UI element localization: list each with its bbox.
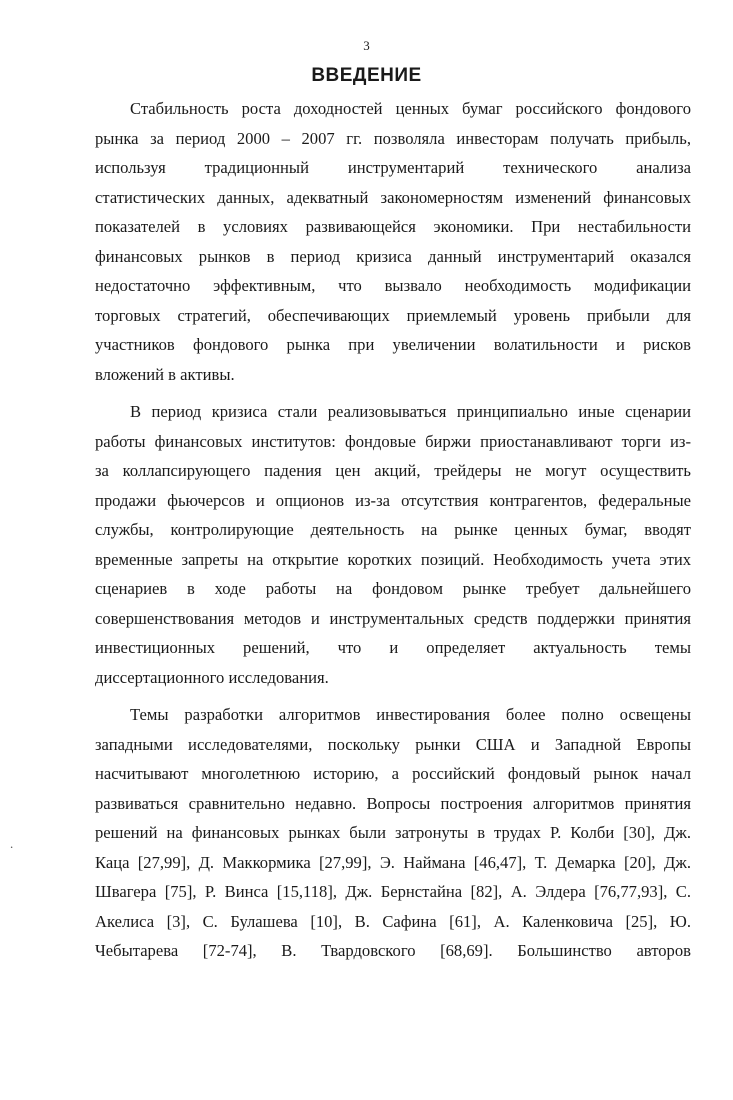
text-line: сценариев в ходе работы на фондовом рынке требует дальнейшего [95,579,691,598]
text-line: Акелиса [3], С. Булашева [10], В. Сафина [61], А. Каленковича [25], Ю. [95,911,691,931]
text-line: насчитывают многолетнюю историю, а российский фондовый рынок начал [95,764,691,783]
text-line: службы, контролирующие деятельность на рынке ценных бумаг, вводят [95,520,691,539]
text-line: вложений в активы. [95,364,235,384]
text-line: за коллапсирующего падения цен акций, трейдеры не могут осуществить [95,461,691,480]
text-line: Чебытарева [72-74], В. Твардовского [68,69]. Большинство авторов [95,941,691,960]
page-title: ВВЕДЕНИЕ [311,65,422,86]
text-line: Стабильность роста доходностей ценных бумаг российского фондового [130,99,691,118]
text-line: участников фондового рынка при увеличении волатильности и рисков [95,335,691,354]
text-line: используя традиционный инструментарий технического анализа [95,158,691,177]
text-line: торговых стратегий, обеспечивающих приемлемый уровень прибыли для [95,305,691,325]
text-line: инвестиционных решений, что и определяет актуальность темы [95,638,691,657]
text-line: Темы разработки алгоритмов инвестирования более полно освещены [130,705,691,724]
text-line: показателей в условиях развивающейся экономики. При нестабильности [95,217,691,236]
text-line: диссертационного исследования. [95,667,329,687]
paragraph-2 [95,397,691,692]
text-line: решений на финансовых рынках были затронуты в трудах Р. Колби [30], Дж. [95,823,691,842]
text-line: западными исследователями, поскольку рынки США и Западной Европы [95,734,691,754]
text-line: Каца [27,99], Д. Маккормика [27,99], Э. Наймана [46,47], Т. Демарка [20], Дж. [95,852,691,872]
text-line: продажи фьючерсов и опционов из-за отсутствия контрагентов, федеральные [95,490,691,510]
text-line: финансовых рынков в период кризиса данный инструментарий оказался [95,246,691,266]
document-body [95,94,691,966]
text-line: В период кризиса стали реализовываться принципиально иные сценарии [130,402,691,421]
paragraph-3 [95,700,691,966]
text-line: работы финансовых институтов: фондовые биржи приостанавливают торги из- [95,431,691,451]
text-line: рынка за период 2000 – 2007 гг. позволяла инвесторам получать прибыль, [95,128,691,148]
paragraph-1 [95,94,691,389]
text-line: недостаточно эффективным, что вызвало необходимость модификации [95,276,691,295]
margin-dot: . [10,836,14,851]
text-line: совершенствования методов и инструментальных средств поддержки принятия [95,608,691,628]
text-line: статистических данных, адекватный закономерностям изменений финансовых [95,187,691,207]
text-line: временные запреты на открытие коротких позиций. Необходимость учета этих [95,549,691,569]
text-line: развиваться сравнительно недавно. Вопросы построения алгоритмов принятия [95,793,691,813]
text-line: Швагера [75], Р. Винса [15,118], Дж. Бернстайна [82], А. Элдера [76,77,93], С. [95,882,691,901]
page-number: 3 [363,38,370,53]
